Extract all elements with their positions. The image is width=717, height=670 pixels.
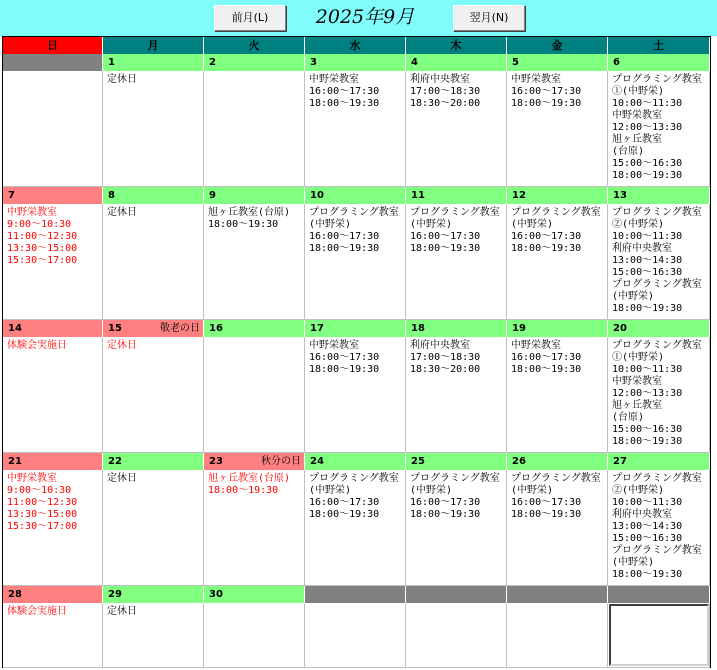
day-header[interactable] (103, 187, 204, 204)
day-header[interactable] (608, 320, 710, 337)
day-number: 4 (411, 57, 418, 68)
day-number: 7 (8, 190, 15, 201)
day-header[interactable] (204, 320, 305, 337)
schedule-text: プログラミング教室 (中野栄) 16:00～17:30 18:00～19:30 (511, 473, 601, 520)
day-cell[interactable] (406, 337, 507, 453)
schedule-text: 中野栄教室 16:00～17:30 18:00～19:30 (511, 340, 582, 375)
day-number: 19 (512, 323, 526, 334)
schedule-text: 旭ヶ丘教室(台原) 18:00～19:30 (208, 473, 291, 496)
day-header[interactable] (608, 453, 710, 470)
schedule-text: プログラミング教室 (中野栄) 16:00～17:30 18:00～19:30 (410, 207, 500, 254)
next-month-button[interactable]: 翌月(N) (453, 5, 525, 31)
day-header[interactable] (305, 54, 406, 71)
day-cell[interactable] (608, 470, 710, 586)
day-number: 25 (411, 456, 425, 467)
day-cell[interactable] (608, 71, 710, 187)
day-header[interactable] (204, 453, 305, 470)
day-number: 30 (209, 589, 223, 600)
day-cell[interactable] (204, 337, 305, 453)
day-number: 26 (512, 456, 526, 467)
day-cell[interactable] (204, 603, 305, 668)
day-header[interactable] (406, 320, 507, 337)
schedule-text: 体験会実施日 (7, 340, 67, 351)
weekday-header: 土 (608, 37, 710, 54)
day-cell[interactable] (507, 470, 608, 586)
weekday-header: 火 (204, 37, 305, 54)
schedule-text: 中野栄教室 9:00～10:30 11:00～12:30 13:30～15:00 15:30～17:00 (7, 207, 78, 266)
day-header[interactable] (3, 187, 103, 204)
day-number: 8 (108, 190, 115, 201)
day-number: 12 (512, 190, 526, 201)
day-header[interactable] (406, 453, 507, 470)
day-header[interactable] (507, 54, 608, 71)
selected-cell-frame[interactable] (609, 604, 709, 666)
day-cell[interactable] (406, 470, 507, 586)
day-number: 10 (310, 190, 324, 201)
weekday-header: 月 (103, 37, 204, 54)
day-header[interactable] (204, 54, 305, 71)
day-number: 21 (8, 456, 22, 467)
calendar-grid (2, 36, 711, 668)
schedule-text: 定休日 (107, 473, 137, 484)
schedule-text: プログラミング教室 (中野栄) 16:00～17:30 18:00～19:30 (309, 207, 399, 254)
weekday-header: 金 (507, 37, 608, 54)
day-header[interactable] (103, 586, 204, 603)
day-header[interactable] (103, 453, 204, 470)
day-cell[interactable] (103, 337, 204, 453)
empty-day-header (406, 586, 507, 603)
day-header[interactable] (608, 187, 710, 204)
schedule-text: プログラミング教室 ①(中野栄) 10:00～11:30 中野栄教室 12:00～13:30 旭ヶ丘教室 (台原) 15:00～16:30 18:00～19:30 (612, 74, 702, 181)
prev-month-button[interactable]: 前月(L) (214, 5, 286, 31)
schedule-text: 旭ヶ丘教室(台原) 18:00～19:30 (208, 207, 291, 230)
empty-day-cell (507, 603, 608, 668)
day-header[interactable] (3, 586, 103, 603)
day-number: 17 (310, 323, 324, 334)
day-number: 15 (108, 323, 122, 334)
schedule-text: 利府中央教室 17:00～18:30 18:30～20:00 (410, 340, 481, 375)
day-cell[interactable] (305, 337, 406, 453)
day-cell[interactable] (204, 470, 305, 586)
day-cell[interactable] (608, 337, 710, 453)
schedule-text: 中野栄教室 16:00～17:30 18:00～19:30 (309, 74, 380, 109)
day-number: 6 (613, 57, 620, 68)
schedule-text: 定休日 (107, 340, 137, 351)
schedule-text: プログラミング教室 (中野栄) 16:00～17:30 18:00～19:30 (511, 207, 601, 254)
day-header[interactable] (507, 453, 608, 470)
day-header[interactable] (3, 320, 103, 337)
empty-day-cell (3, 71, 103, 187)
day-header[interactable] (204, 187, 305, 204)
day-cell[interactable] (103, 71, 204, 187)
day-cell[interactable] (204, 204, 305, 320)
day-number: 11 (411, 190, 425, 201)
day-header[interactable] (305, 453, 406, 470)
day-number: 27 (613, 456, 627, 467)
schedule-text: プログラミング教室 (中野栄) 16:00～17:30 18:00～19:30 (309, 473, 399, 520)
day-header[interactable] (608, 54, 710, 71)
schedule-text: 定休日 (107, 74, 137, 85)
schedule-text: 利府中央教室 17:00～18:30 18:30～20:00 (410, 74, 481, 109)
day-number: 1 (108, 57, 115, 68)
day-number: 2 (209, 57, 216, 68)
day-cell[interactable] (3, 603, 103, 668)
empty-day-cell (305, 603, 406, 668)
day-cell[interactable] (507, 71, 608, 187)
holiday-name: 敬老の日 (160, 323, 200, 334)
day-header[interactable] (204, 586, 305, 603)
day-cell[interactable] (204, 71, 305, 187)
day-cell[interactable] (507, 337, 608, 453)
day-cell[interactable] (507, 204, 608, 320)
day-number: 20 (613, 323, 627, 334)
day-number: 13 (613, 190, 627, 201)
schedule-text: 中野栄教室 16:00～17:30 18:00～19:30 (511, 74, 582, 109)
empty-day-header (3, 54, 103, 71)
day-header[interactable] (3, 453, 103, 470)
day-cell[interactable] (3, 204, 103, 320)
schedule-text: プログラミング教室 (中野栄) 16:00～17:30 18:00～19:30 (410, 473, 500, 520)
day-header[interactable] (305, 320, 406, 337)
day-header[interactable] (305, 187, 406, 204)
day-cell[interactable] (103, 603, 204, 668)
weekday-header: 木 (406, 37, 507, 54)
day-number: 24 (310, 456, 324, 467)
empty-day-header (507, 586, 608, 603)
day-cell[interactable] (103, 204, 204, 320)
empty-day-header (608, 586, 710, 603)
day-cell[interactable] (608, 204, 710, 320)
holiday-name: 秋分の日 (261, 456, 301, 467)
day-number: 23 (209, 456, 223, 467)
day-header[interactable] (406, 187, 507, 204)
day-cell[interactable] (406, 204, 507, 320)
day-header[interactable] (507, 320, 608, 337)
schedule-text: 定休日 (107, 207, 137, 218)
day-number: 29 (108, 589, 122, 600)
schedule-text: 中野栄教室 9:00～10:30 11:00～12:30 13:30～15:00 15:30～17:00 (7, 473, 78, 532)
empty-day-header (305, 586, 406, 603)
weekday-header: 日 (3, 37, 103, 54)
schedule-text: 中野栄教室 16:00～17:30 18:00～19:30 (309, 340, 380, 375)
day-number: 9 (209, 190, 216, 201)
schedule-text: プログラミング教室 ①(中野栄) 10:00～11:30 中野栄教室 12:00～13:30 旭ヶ丘教室 (台原) 15:00～16:30 18:00～19:30 (612, 340, 702, 447)
empty-day-cell (406, 603, 507, 668)
day-cell[interactable] (3, 470, 103, 586)
month-title: 2025年9月 (315, 6, 415, 28)
day-number: 22 (108, 456, 122, 467)
day-header[interactable] (103, 54, 204, 71)
day-number: 5 (512, 57, 519, 68)
day-cell[interactable] (3, 337, 103, 453)
day-number: 14 (8, 323, 22, 334)
day-number: 18 (411, 323, 425, 334)
day-cell[interactable] (103, 470, 204, 586)
day-header[interactable] (406, 54, 507, 71)
schedule-text: 定休日 (107, 606, 137, 617)
day-cell[interactable] (305, 470, 406, 586)
weekday-header: 水 (305, 37, 406, 54)
day-cell[interactable] (305, 71, 406, 187)
day-cell[interactable] (305, 204, 406, 320)
day-header[interactable] (507, 187, 608, 204)
day-cell[interactable] (406, 71, 507, 187)
schedule-text: プログラミング教室 ②(中野栄) 10:00～11:30 利府中央教室 13:00～14:30 15:00～16:30 プログラミング教室 (中野栄) 18:00～19:30 (612, 207, 702, 314)
schedule-text: 体験会実施日 (7, 606, 67, 617)
day-header[interactable] (103, 320, 204, 337)
calendar-toolbar (0, 0, 717, 36)
day-number: 16 (209, 323, 223, 334)
schedule-text: プログラミング教室 ②(中野栄) 10:00～11:30 利府中央教室 13:00～14:30 15:00～16:30 プログラミング教室 (中野栄) 18:00～19:30 (612, 473, 702, 580)
day-number: 3 (310, 57, 317, 68)
day-number: 28 (8, 589, 22, 600)
